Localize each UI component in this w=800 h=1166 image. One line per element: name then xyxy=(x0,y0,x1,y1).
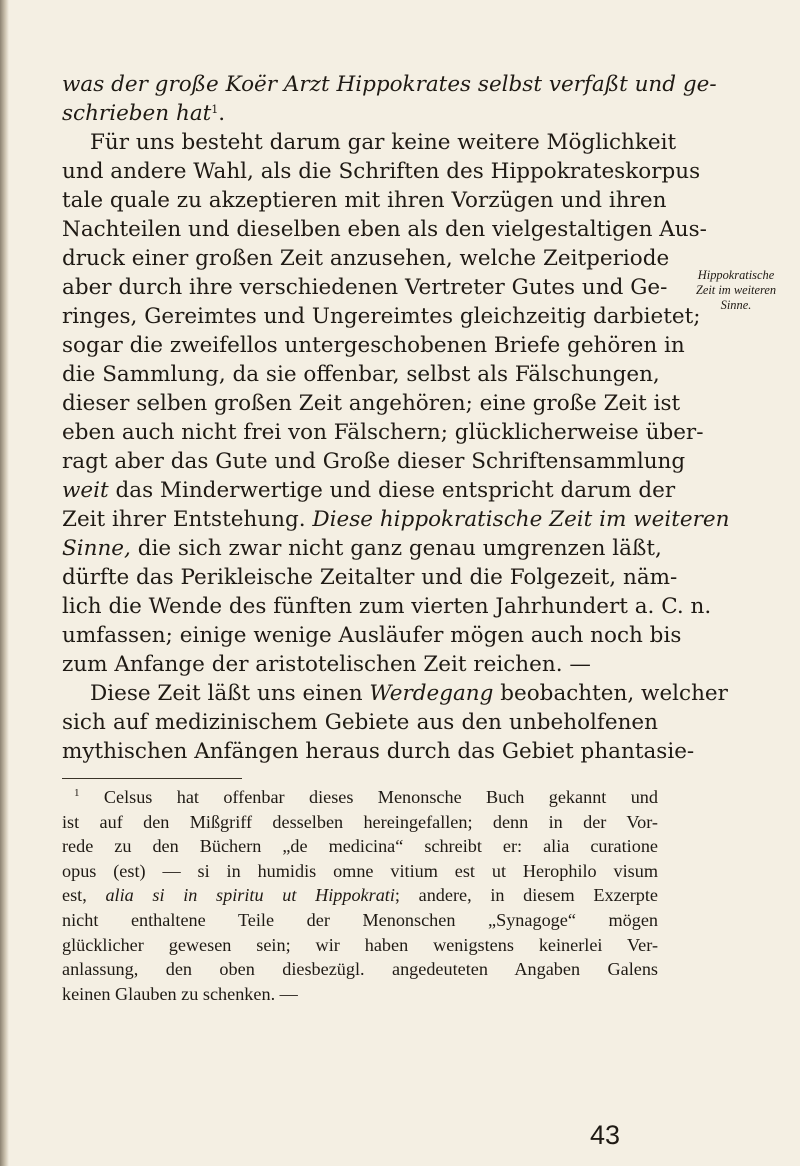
footnote-marker: 1 xyxy=(211,103,219,116)
body-line xyxy=(62,505,730,534)
marginal-note-line-1: Hippokratische xyxy=(697,268,775,282)
footnote-line xyxy=(62,957,658,982)
text-run: ist auf den Mißgriff desselben hereingefallen; denn in der Vor- xyxy=(62,811,658,832)
text-run: beobachten, welcher xyxy=(493,681,728,706)
text-run: nicht enthaltene Teile der Menonschen „Synagoge“ mögen xyxy=(62,909,658,930)
text-run: das Minderwertige und diese entspricht darum der xyxy=(108,478,676,503)
text-run: Celsus hat offenbar dieses Menonsche Buch gekannt und xyxy=(79,787,658,807)
body-line xyxy=(62,331,685,360)
page-binding-edge xyxy=(0,0,9,1166)
footnote-line xyxy=(62,834,658,859)
footnote-line xyxy=(62,933,658,958)
body-line xyxy=(62,186,667,215)
text-run: opus (est) — si in humidis omne vitium est ut Herophilo visum xyxy=(62,860,658,881)
text-run: Nachteilen und dieselben eben als den vielgestaltigen Aus- xyxy=(62,217,707,242)
body-line xyxy=(62,244,670,273)
body-line xyxy=(62,273,668,302)
italic-text: was der große Koër Arzt Hippokrates selbst verfaßt und ge- xyxy=(62,72,717,97)
footnote-separator xyxy=(62,778,242,779)
text-run: glücklicher gewesen sein; wir haben wenigstens keinerlei Ver- xyxy=(62,934,658,955)
body-line xyxy=(62,128,677,157)
footnote-line xyxy=(62,883,658,908)
italic-text: Sinne, xyxy=(62,536,131,561)
body-line xyxy=(62,157,701,186)
text-run: ringes, Gereimtes und Ungereimtes gleichzeitig darbietet; xyxy=(62,304,701,329)
text-run: lich die Wende des fünften zum vierten Jahrhundert a. C. n. xyxy=(62,594,712,619)
body-line xyxy=(62,592,712,621)
text-run: umfassen; einige wenige Ausläufer mögen auch noch bis xyxy=(62,623,682,648)
text-run: und andere Wahl, als die Schriften des Hippokrateskorpus xyxy=(62,159,701,184)
marginal-note xyxy=(674,268,798,313)
text-run: Für uns besteht darum gar keine weitere Möglichkeit xyxy=(90,130,677,155)
text-run: sogar die zweifellos untergeschobenen Briefe gehören in xyxy=(62,333,685,358)
body-line xyxy=(62,476,676,505)
text-run: anlassung, den oben diesbezügl. angedeuteten Angaben Galens xyxy=(62,959,658,980)
text-run: ragt aber das Gute und Große dieser Schriftensammlung xyxy=(62,449,686,474)
marginal-note-line-2: Zeit im weiteren xyxy=(695,283,777,297)
body-line xyxy=(62,447,686,476)
text-run: dieser selben großen Zeit angehören; eine große Zeit ist xyxy=(62,391,681,416)
body-line xyxy=(62,621,682,650)
text-run: est, xyxy=(62,885,106,906)
body-line xyxy=(62,302,701,331)
footnote-marker: 1 xyxy=(74,787,80,799)
body-line xyxy=(62,70,717,99)
body-line xyxy=(62,679,728,708)
body-line xyxy=(62,418,704,447)
text-run: sich auf medizinischem Gebiete aus den unbeholfenen xyxy=(62,710,658,735)
body-line xyxy=(62,360,658,389)
text-run: aber durch ihre verschiedenen Vertreter Gutes und Ge- xyxy=(62,275,668,300)
text-run: rede zu den Büchern „de medicina“ schreibt er: alia curatione xyxy=(62,836,658,857)
marginal-note-line-3: Sinne. xyxy=(720,298,752,312)
body-line xyxy=(62,534,662,563)
italic-text: alia si in spiritu ut Hippokrati xyxy=(105,885,395,906)
book-page xyxy=(62,70,730,1006)
text-run: druck einer großen Zeit anzusehen, welche Zeitperiode xyxy=(62,246,670,271)
footnote-line xyxy=(62,908,658,933)
text-run: keinen Glauben zu schenken. — xyxy=(62,983,298,1004)
text-run: ; andere, in diesem Exzerpte xyxy=(394,885,658,906)
body-line xyxy=(62,708,658,737)
footnote-line xyxy=(62,785,658,810)
footnote-line xyxy=(62,859,658,884)
body-line xyxy=(62,215,707,244)
text-run: mythischen Anfängen heraus durch das Gebiet phantasie- xyxy=(62,739,695,764)
body-line xyxy=(62,563,678,592)
italic-text: Diese hippokratische Zeit im weiteren xyxy=(312,507,730,532)
text-run: die Sammlung, da sie offenbar, selbst als Fälschungen, xyxy=(62,362,660,387)
text-run: Zeit ihrer Entstehung. xyxy=(62,507,313,532)
body-line xyxy=(62,389,681,418)
footnote xyxy=(62,785,658,1006)
text-run: eben auch nicht frei von Fälschern; glücklicherweise über- xyxy=(62,420,704,445)
italic-text: schrieben hat xyxy=(62,101,212,126)
text-run: dürfte das Perikleische Zeitalter und die Folgezeit, näm- xyxy=(62,565,678,590)
footnote-line xyxy=(62,982,658,1007)
page-number: 43 xyxy=(590,1120,621,1150)
body-line xyxy=(62,650,658,679)
text-run: Diese Zeit läßt uns einen xyxy=(90,681,370,706)
body-text xyxy=(62,70,730,766)
body-line xyxy=(62,99,658,128)
text-run: die sich zwar nicht ganz genau umgrenzen läßt, xyxy=(130,536,662,561)
body-line xyxy=(62,737,695,766)
text-run: . xyxy=(218,101,226,126)
italic-text: weit xyxy=(62,478,109,503)
text-run: zum Anfange der aristotelischen Zeit reichen. — xyxy=(62,652,591,677)
text-run: tale quale zu akzeptieren mit ihren Vorzügen und ihren xyxy=(62,188,667,213)
italic-text: Werdegang xyxy=(369,681,494,706)
footnote-line xyxy=(62,810,658,835)
